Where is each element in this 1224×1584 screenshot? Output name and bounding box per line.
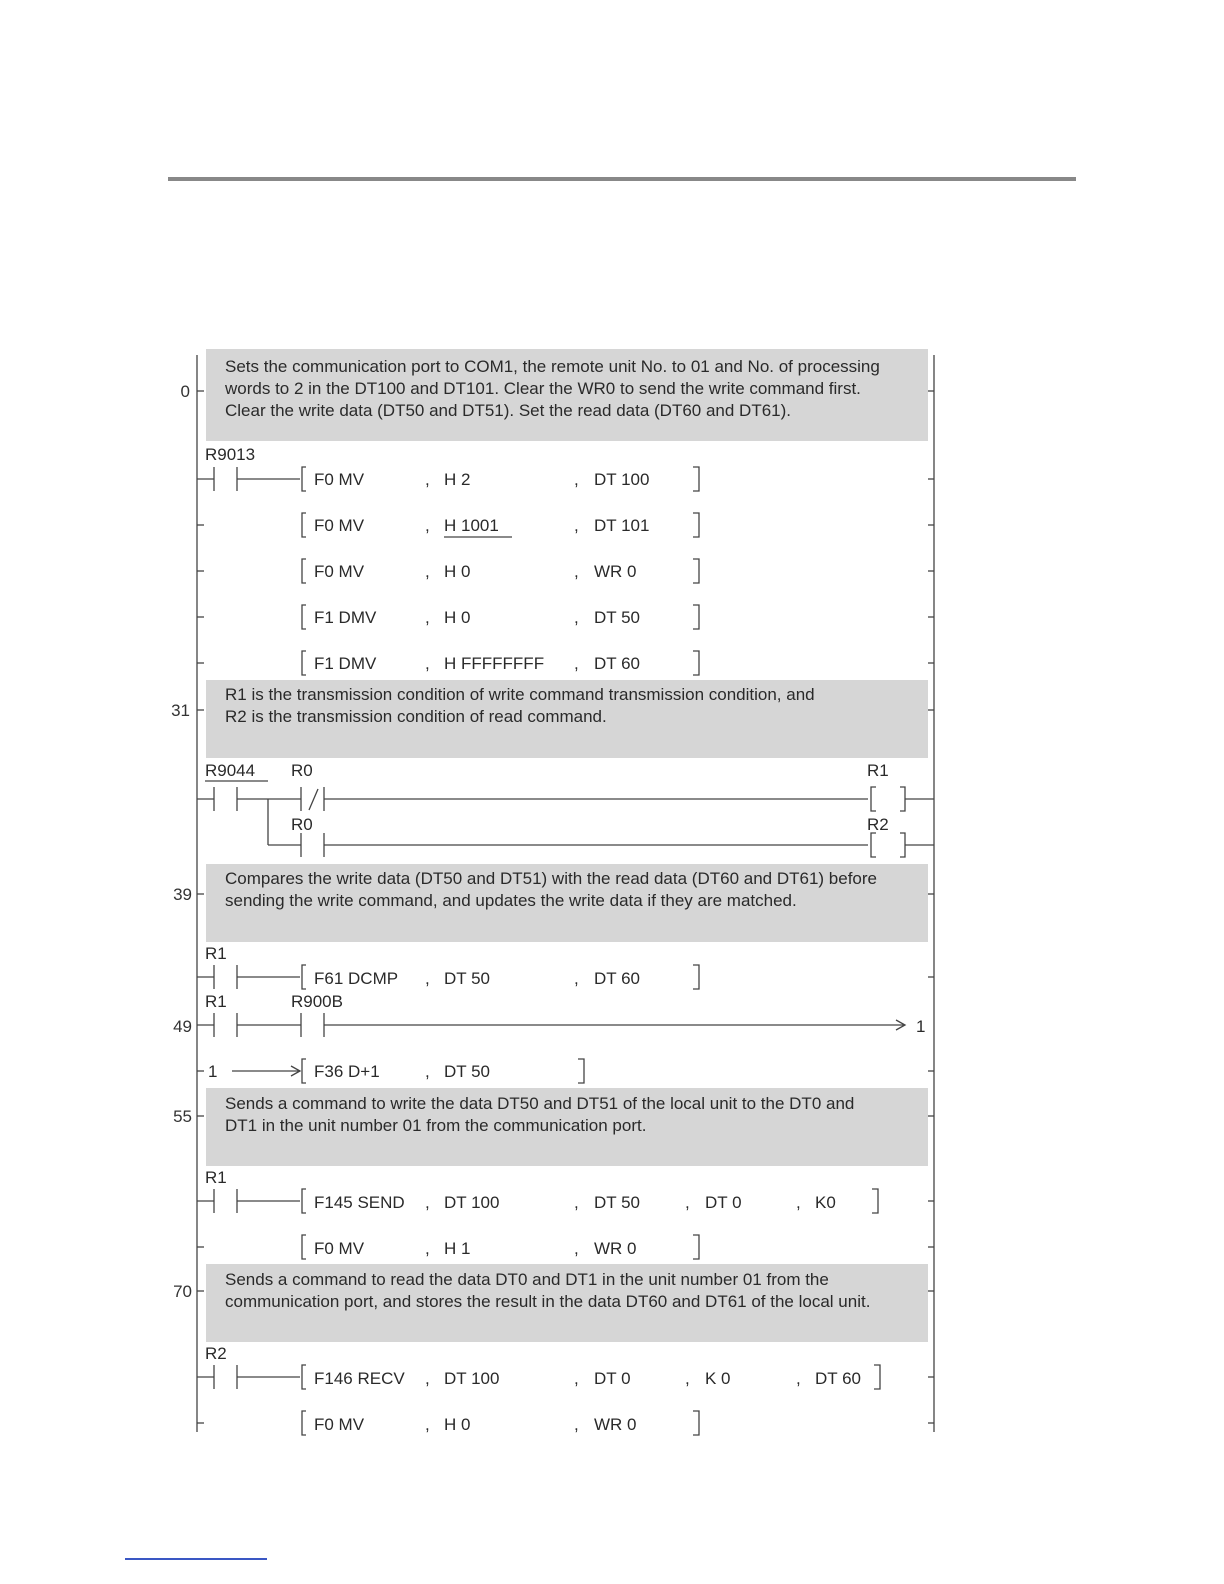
svg-text:F0 MV: F0 MV (314, 516, 365, 535)
svg-text:DT 100: DT 100 (444, 1193, 500, 1212)
coil-label: R2 (867, 815, 889, 834)
svg-text:F146 RECV: F146 RECV (314, 1369, 405, 1388)
svg-text:,: , (574, 608, 579, 627)
svg-text:,: , (425, 516, 430, 535)
instruction-line (302, 965, 699, 989)
step-number: 39 (173, 885, 192, 904)
comment-line: words to 2 in the DT100 and DT101. Clear the WR0 to send the write command first. (225, 379, 861, 398)
coil-label: R1 (867, 761, 889, 780)
connector-label: 1 (208, 1062, 218, 1081)
nc-contact (301, 787, 868, 811)
svg-text:DT 60: DT 60 (815, 1369, 861, 1388)
svg-text:K 0: K 0 (705, 1369, 731, 1388)
svg-text:DT 50: DT 50 (594, 1193, 640, 1212)
svg-text:F0 MV: F0 MV (314, 562, 365, 581)
step-number: 31 (171, 701, 190, 720)
no-contact (197, 1013, 301, 1037)
comment-line: R2 is the transmission condition of read command. (225, 707, 607, 726)
svg-text:F145 SEND: F145 SEND (314, 1193, 405, 1212)
svg-text:DT 0: DT 0 (705, 1193, 742, 1212)
no-contact (197, 1189, 300, 1213)
contact-label: R0 (291, 761, 313, 780)
instruction-line (197, 1235, 934, 1259)
svg-text:,: , (574, 1193, 579, 1212)
svg-text:WR 0: WR 0 (594, 562, 637, 581)
comment-line: Sets the communication port to COM1, the remote unit No. to 01 and No. of processing (225, 357, 880, 376)
instruction-line (302, 467, 699, 491)
contact-label: R2 (205, 1344, 227, 1363)
no-contact (197, 467, 300, 491)
svg-text:,: , (425, 1369, 430, 1388)
coil (871, 787, 934, 811)
comment-line: Clear the write data (DT50 and DT51). Set the read data (DT60 and DT61). (225, 401, 791, 420)
step-number: 55 (173, 1107, 192, 1126)
svg-text:,: , (574, 1369, 579, 1388)
svg-text:F1 DMV: F1 DMV (314, 654, 377, 673)
coil (871, 833, 934, 857)
footer-link-underline[interactable] (125, 1558, 267, 1560)
step-number: 70 (173, 1282, 192, 1301)
svg-text:DT 101: DT 101 (594, 516, 650, 535)
svg-text:F1 DMV: F1 DMV (314, 608, 377, 627)
comment-line: R1 is the transmission condition of write command transmission condition, and (225, 685, 815, 704)
svg-text:,: , (425, 654, 430, 673)
contact-label: R0 (291, 815, 313, 834)
svg-text:,: , (796, 1369, 801, 1388)
svg-text:H 0: H 0 (444, 608, 471, 627)
no-contact (301, 833, 868, 857)
svg-text:F0 MV: F0 MV (314, 1415, 365, 1434)
svg-text:DT 50: DT 50 (444, 969, 490, 988)
svg-text:H FFFFFFFF: H FFFFFFFF (444, 654, 545, 673)
svg-text:DT 100: DT 100 (444, 1369, 500, 1388)
instruction-line (302, 1189, 878, 1213)
instruction-line (197, 559, 934, 583)
svg-text:H 1: H 1 (444, 1239, 471, 1258)
comment-line: DT1 in the unit number 01 from the communication port. (225, 1116, 647, 1135)
svg-text:H 0: H 0 (444, 1415, 471, 1434)
instruction-line (197, 513, 934, 537)
svg-text:,: , (574, 1239, 579, 1258)
svg-text:H 0: H 0 (444, 562, 471, 581)
svg-text:DT 100: DT 100 (594, 470, 650, 489)
svg-text:DT 50: DT 50 (444, 1062, 490, 1081)
comment-line: Sends a command to write the data DT50 and DT51 of the local unit to the DT0 and (225, 1094, 855, 1113)
comment-line: Compares the write data (DT50 and DT51) with the read data (DT60 and DT61) before (225, 869, 877, 888)
svg-text:H 1001: H 1001 (444, 516, 499, 535)
instruction-line (197, 1411, 934, 1435)
svg-text:,: , (685, 1193, 690, 1212)
comment-line: sending the write command, and updates the write data if they are matched. (225, 891, 797, 910)
contact-label: R1 (205, 944, 227, 963)
svg-text:,: , (574, 562, 579, 581)
svg-text:WR 0: WR 0 (594, 1239, 637, 1258)
step-number: 0 (180, 382, 190, 401)
svg-text:,: , (574, 654, 579, 673)
no-contact (197, 965, 300, 989)
svg-text:F0 MV: F0 MV (314, 1239, 365, 1258)
svg-text:,: , (425, 562, 430, 581)
svg-text:F36 D+1: F36 D+1 (314, 1062, 380, 1081)
svg-text:,: , (685, 1369, 690, 1388)
contact-label: R9013 (205, 445, 256, 464)
svg-text:,: , (425, 1193, 430, 1212)
svg-text:DT 60: DT 60 (594, 654, 640, 673)
contact-label: R900B (291, 992, 343, 1011)
svg-text:DT 50: DT 50 (594, 608, 640, 627)
svg-text:,: , (574, 516, 579, 535)
connector-arrow (232, 1066, 300, 1076)
svg-text:,: , (425, 969, 430, 988)
svg-text:K0: K0 (815, 1193, 836, 1212)
svg-text:DT 0: DT 0 (594, 1369, 631, 1388)
no-contact (301, 1013, 905, 1037)
instruction-line (302, 1365, 880, 1389)
svg-text:,: , (425, 470, 430, 489)
comment-line: communication port, and stores the result in the data DT60 and DT61 of the local unit. (225, 1292, 871, 1311)
svg-text:,: , (425, 1415, 430, 1434)
connector-label: 1 (916, 1017, 926, 1036)
svg-text:,: , (425, 1062, 430, 1081)
svg-text:,: , (574, 470, 579, 489)
no-contact (197, 1365, 300, 1389)
svg-text:,: , (425, 1239, 430, 1258)
contact-label: R9044 (205, 761, 256, 780)
no-contact (197, 787, 301, 811)
instruction-line (302, 1059, 584, 1083)
contact-label: R1 (205, 1168, 227, 1187)
svg-text:WR 0: WR 0 (594, 1415, 637, 1434)
svg-text:,: , (425, 608, 430, 627)
instruction-line (197, 651, 934, 675)
svg-text:,: , (574, 969, 579, 988)
svg-text:DT 60: DT 60 (594, 969, 640, 988)
contact-label: R1 (205, 992, 227, 1011)
svg-text:F0 MV: F0 MV (314, 470, 365, 489)
svg-text:F61 DCMP: F61 DCMP (314, 969, 399, 988)
svg-text:,: , (796, 1193, 801, 1212)
svg-text:,: , (574, 1415, 579, 1434)
svg-text:H 2: H 2 (444, 470, 471, 489)
comment-line: Sends a command to read the data DT0 and DT1 in the unit number 01 from the (225, 1270, 829, 1289)
step-number: 49 (173, 1017, 192, 1036)
instruction-line (197, 605, 934, 629)
